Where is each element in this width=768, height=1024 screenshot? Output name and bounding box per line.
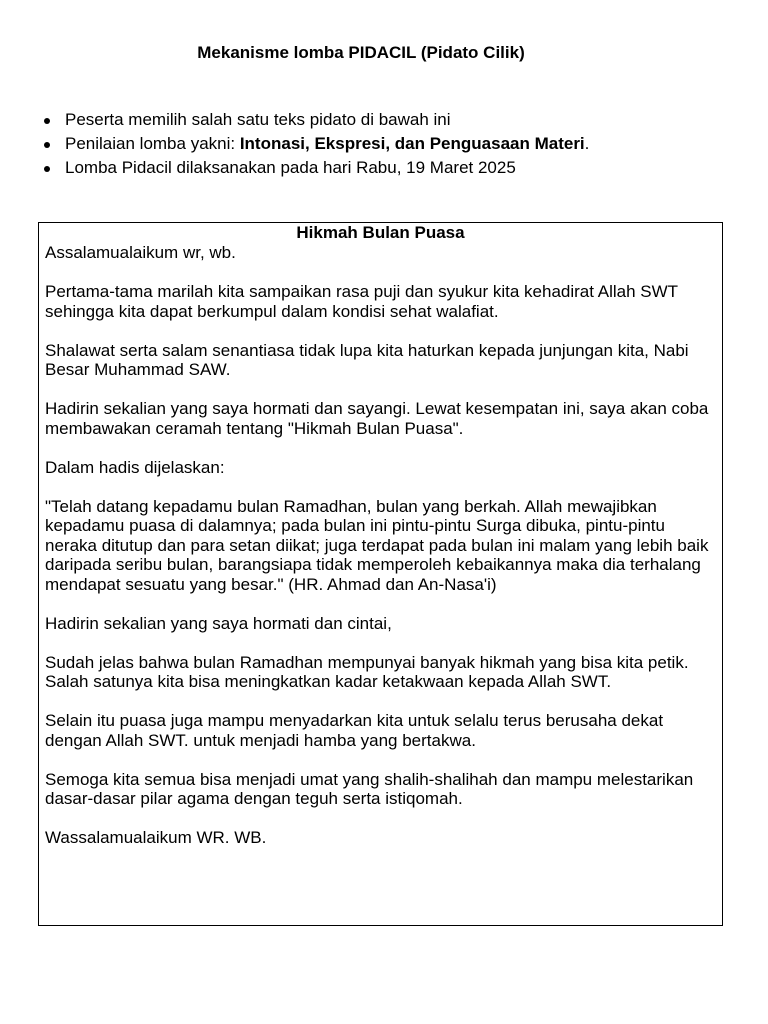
- rule-text: Peserta memilih salah satu teks pidato di bawah ini: [65, 110, 451, 129]
- rules-list: [42, 108, 589, 180]
- rule-item: [42, 132, 589, 156]
- speech-title: Hikmah Bulan Puasa: [296, 223, 465, 242]
- hadith-quote: "Telah datang kepadamu bulan Ramadhan, bulan yang berkah. Allah mewajibkan kepadamu puasa di dalamnya; pada bulan ini pintu-pintu Surga dibuka, pintu-pintu neraka ditutup dan para setan diikat; juga terdapat pada bulan ini malam yang lebih baik daripada seribu bulan, barangsiapa tidak memperoleh kebaikannya maka dia terhalang mendapat sesuatu yang besar." (HR. Ahmad dan An-Nasa'i): [45, 496, 709, 594]
- speech-text-box: [38, 222, 723, 926]
- rule-text-suffix: .: [584, 134, 590, 153]
- speech-paragraph: Sudah jelas bahwa bulan Ramadhan mempunyai banyak hikmah yang bisa kita petik. Salah satunya kita bisa meningkatkan kadar ketakwaan kepada Allah SWT.: [45, 652, 689, 691]
- speech-paragraph: Shalawat serta salam senantiasa tidak lupa kita haturkan kepada junjungan kita, Nabi Besar Muhammad SAW.: [45, 340, 689, 379]
- speech-paragraph: Selain itu puasa juga mampu menyadarkan kita untuk selalu terus berusaha dekat dengan Allah SWT. untuk menjadi hamba yang bertakwa.: [45, 711, 664, 750]
- closing-greeting: Wassalamualaikum WR. WB.: [45, 828, 267, 847]
- rule-item: [42, 156, 589, 180]
- document-title: Mekanisme lomba PIDACIL (Pidato Cilik): [197, 43, 525, 62]
- speech-paragraph: Assalamualaikum wr, wb.: [45, 243, 236, 262]
- rule-text-prefix: Penilaian lomba yakni:: [65, 134, 240, 153]
- speech-paragraph: Pertama-tama marilah kita sampaikan rasa puji dan syukur kita kehadirat Allah SWT sehingga kita dapat berkumpul dalam kondisi sehat walafiat.: [45, 282, 678, 321]
- speech-paragraph: Hadirin sekalian yang saya hormati dan sayangi. Lewat kesempatan ini, saya akan coba membawakan ceramah tentang "Hikmah Bulan Puasa".: [45, 399, 709, 438]
- assessment-criteria: Intonasi, Ekspresi, dan Penguasaan Materi: [239, 134, 585, 153]
- speech-paragraph: Dalam hadis dijelaskan:: [45, 457, 225, 477]
- rule-item: [42, 108, 589, 132]
- rule-text: Lomba Pidacil dilaksanakan pada hari Rabu, 19 Maret 2025: [65, 158, 516, 177]
- speech-paragraph: Semoga kita semua bisa menjadi umat yang shalih-shalihah dan mampu melestarikan dasar-dasar pilar agama dengan teguh serta istiqomah.: [45, 769, 694, 808]
- speech-paragraph: Hadirin sekalian yang saya hormati dan cintai,: [45, 613, 392, 633]
